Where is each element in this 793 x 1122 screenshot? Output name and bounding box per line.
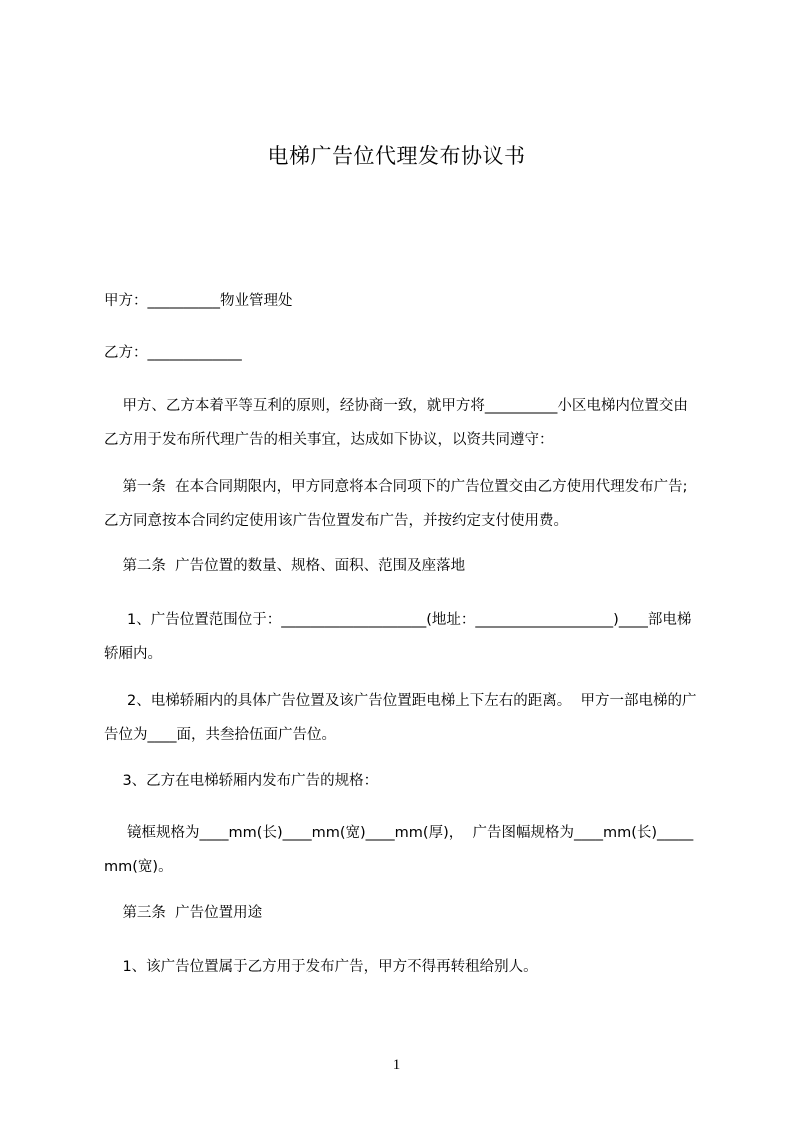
party-a-line: 甲方：__________物业管理处	[104, 293, 293, 309]
article-2-item-1: 1、广告位置范围位于：____________________(地址：___________________)____部电梯轿厢内。	[104, 612, 692, 662]
document-title: 电梯广告位代理发布协议书	[267, 144, 526, 168]
article-1-paragraph: 第一条 在本合同期限内，甲方同意将本合同项下的广告位置交由乙方使用代理发布广告;乙方同意按本合同约定使用该广告位置发布广告，并按约定支付使用费。	[104, 479, 688, 529]
article-3-heading: 第三条 广告位置用途	[104, 905, 263, 921]
party-b-line: 乙方：_____________	[104, 345, 242, 361]
article-2-heading: 第二条 广告位置的数量、规格、面积、范围及座落地	[104, 558, 466, 574]
page-number: 1	[392, 1057, 401, 1073]
article-2-item-3: 3、乙方在电梯轿厢内发布广告的规格：	[104, 773, 379, 789]
article-3-item-1: 1、该广告位置属于乙方用于发布广告，甲方不得再转租给别人。	[104, 959, 538, 975]
article-2-item-2: 2、电梯轿厢内的具体广告位置及该广告位置距电梯上下左右的距离。 甲方一部电梯的广告位为____面，共叁拾伍面广告位。	[104, 693, 697, 743]
intro-paragraph: 甲方、乙方本着平等互利的原则，经协商一致，就甲方将__________小区电梯内位置交由乙方用于发布所代理广告的相关事宜，达成如下协议，以资共同遵守：	[104, 398, 688, 448]
article-2-spec: 镜框规格为____mm(长)____mm(宽)____mm(厚)， 广告图幅规格为____mm(长)_____mm(宽)。	[104, 825, 694, 875]
